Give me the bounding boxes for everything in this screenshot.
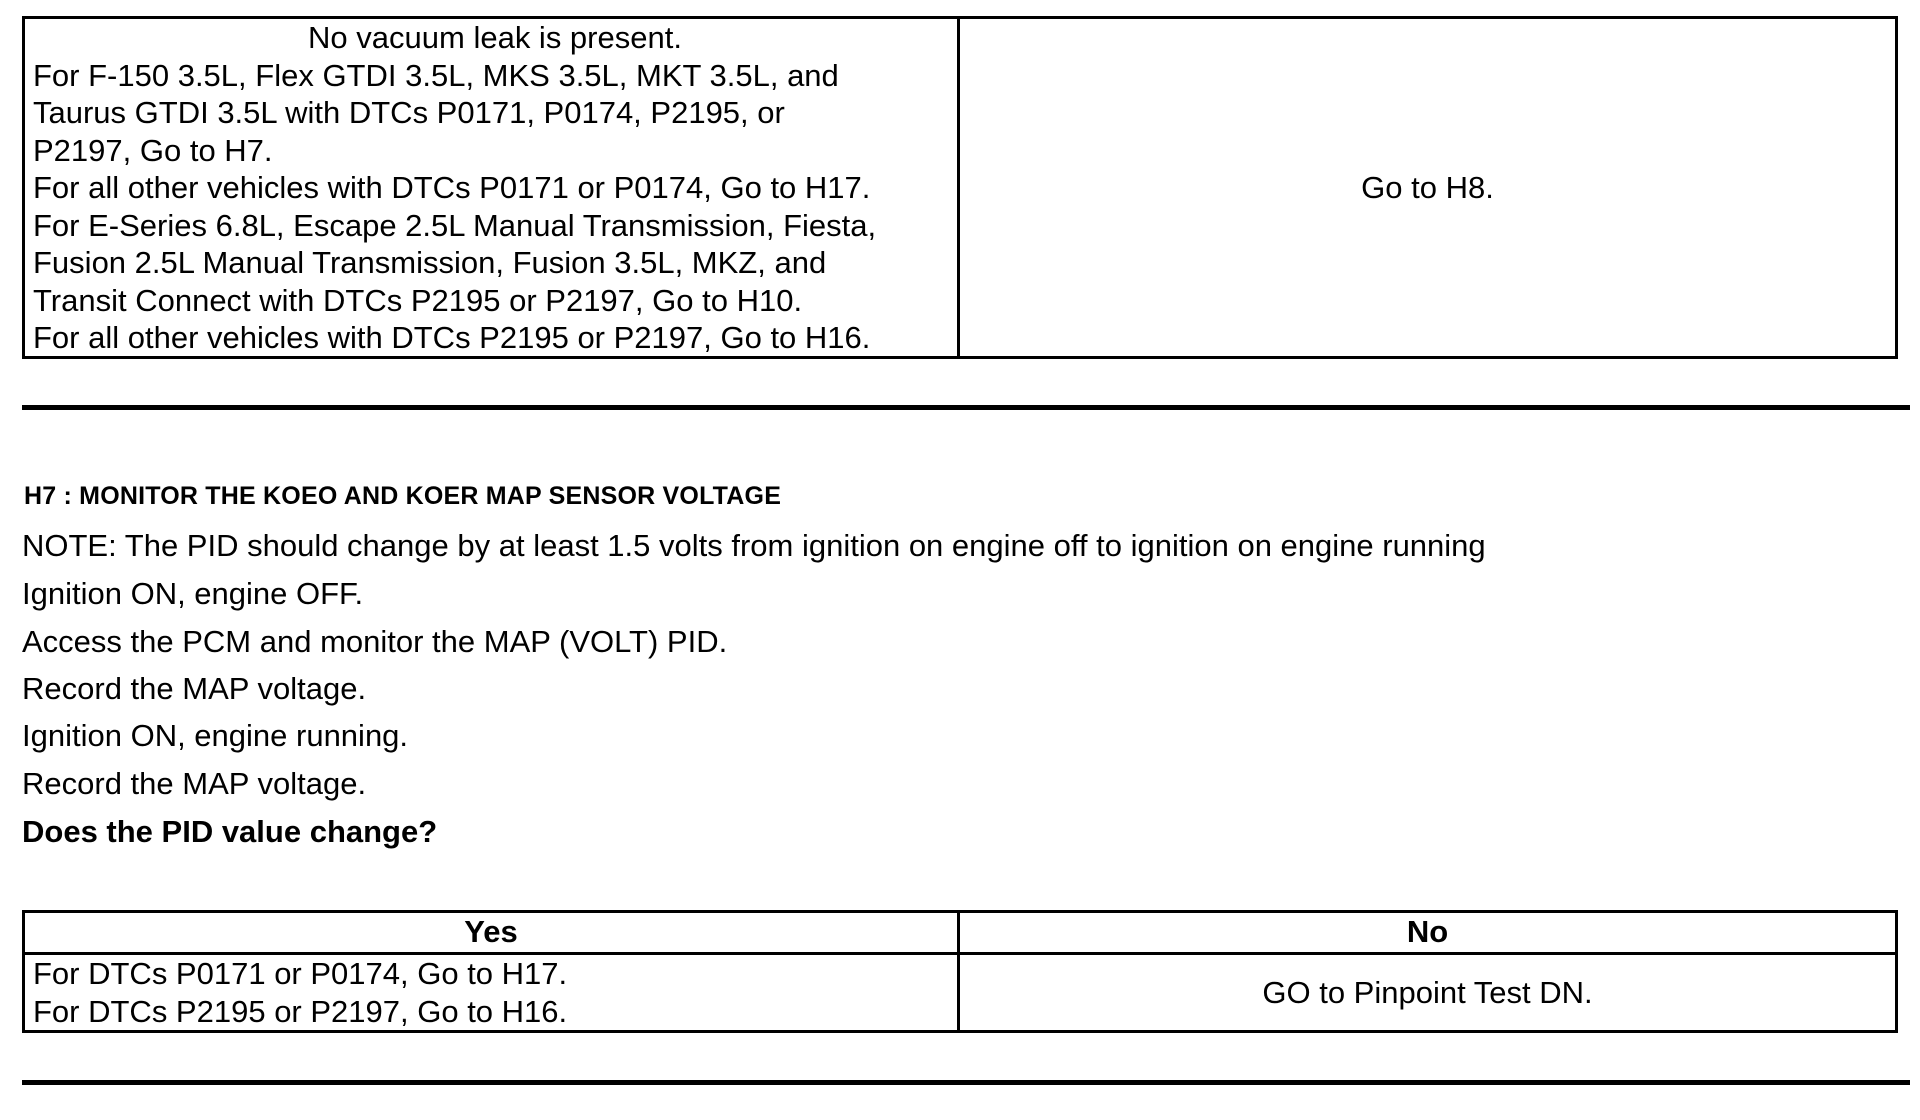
- step-instruction: Record the MAP voltage.: [22, 766, 367, 801]
- result-line: Taurus GTDI 3.5L with DTCs P0171, P0174, P2195, or: [33, 95, 785, 130]
- yes-header: Yes: [25, 913, 960, 955]
- result-line: P2197, Go to H7.: [33, 132, 273, 168]
- result-line: For all other vehicles with DTCs P2195 or P2197, Go to H16.: [33, 320, 871, 355]
- no-text: GO to Pinpoint Test DN.: [1262, 975, 1593, 1011]
- yes-result-cell: [25, 19, 960, 357]
- result-line: For E-Series 6.8L, Escape 2.5L Manual Transmission, Fiesta,: [33, 207, 877, 243]
- step-note: NOTE: The PID should change by at least 1.5 volts from ignition on engine off to ignition on engine running: [22, 528, 1486, 563]
- no-header: No: [960, 913, 1895, 955]
- result-line: Transit Connect with DTCs P2195 or P2197, Go to H10.: [33, 282, 803, 318]
- step-question: Does the PID value change?: [22, 814, 438, 849]
- no-cell: [960, 955, 1895, 1031]
- section-divider: [22, 405, 1910, 410]
- step-instruction: Record the MAP voltage.: [22, 671, 367, 706]
- step-instruction: Access the PCM and monitor the MAP (VOLT) PID.: [22, 624, 728, 659]
- no-result-text: Go to H8.: [1361, 170, 1494, 205]
- step-instruction: Ignition ON, engine running.: [22, 718, 409, 753]
- step-instruction: Ignition ON, engine OFF.: [22, 576, 364, 611]
- result-line: For all other vehicles with DTCs P0171 or P0174, Go to H17.: [33, 170, 871, 205]
- yes-line: For DTCs P0171 or P0174, Go to H17.: [33, 956, 568, 991]
- no-result-cell: [960, 19, 1895, 357]
- result-line: For F-150 3.5L, Flex GTDI 3.5L, MKS 3.5L, MKT 3.5L, and: [33, 57, 839, 93]
- yes-line: For DTCs P2195 or P2197, Go to H16.: [33, 994, 568, 1029]
- step-title: H7 : MONITOR THE KOEO AND KOER MAP SENSOR VOLTAGE: [24, 482, 782, 510]
- yes-cell: [25, 955, 960, 1031]
- yes-no-table: [22, 910, 1898, 1033]
- result-line: Fusion 2.5L Manual Transmission, Fusion 3.5L, MKZ, and: [33, 245, 827, 280]
- previous-step-result-table: [22, 16, 1898, 359]
- section-divider: [22, 1080, 1910, 1085]
- result-line: No vacuum leak is present.: [308, 20, 682, 55]
